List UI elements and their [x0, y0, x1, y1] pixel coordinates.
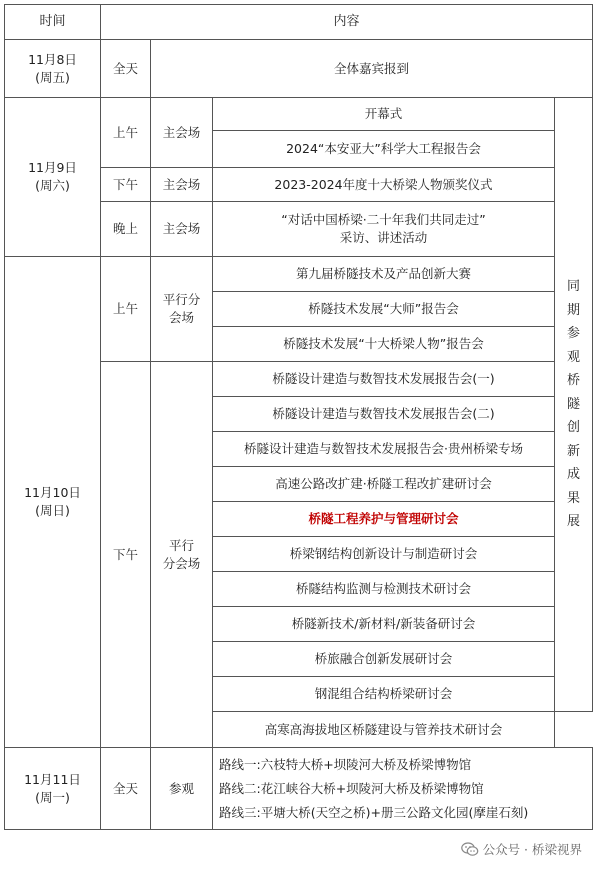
day3-afternoon-event-6: 桥梁钢结构创新设计与制造研讨会 [213, 537, 555, 572]
side-exhibit-text: 同 期 参 观 桥 隧 创 新 成 果 展 [566, 279, 580, 530]
day4-venue: 参观 [151, 748, 213, 830]
schedule-table [4, 4, 593, 830]
day3-afternoon-event-11: 高寒高海拔地区桥隧建设与管养技术研讨会 [213, 712, 555, 748]
route-1: 路线一:六枝特大桥+坝陵河大桥及桥梁博物馆 [219, 756, 472, 772]
day3-morning-event-1: 第九届桥隧技术及产品创新大赛 [213, 257, 555, 292]
day1-date: 11月8日 [28, 51, 77, 67]
day2-morning-venue: 主会场 [151, 98, 213, 168]
day3-afternoon-event-5-highlighted: 桥隧工程养护与管理研讨会 [213, 502, 555, 537]
table-row [5, 98, 593, 131]
day3-afternoon-event-1: 桥隧设计建造与数智技术发展报告会(一) [213, 362, 555, 397]
table-row [5, 257, 593, 292]
day2-morning-period: 上午 [101, 98, 151, 168]
header-time: 时间 [5, 5, 101, 40]
day3-morning-period: 上午 [101, 257, 151, 362]
header-content: 内容 [101, 5, 593, 40]
day2-afternoon-venue: 主会场 [151, 168, 213, 202]
day3-afternoon-event-4: 高速公路改扩建·桥隧工程改扩建研讨会 [213, 467, 555, 502]
route-2: 路线二:花江峡谷大桥+坝陵河大桥及桥梁博物馆 [219, 780, 484, 796]
day2-date-cell [5, 98, 101, 257]
table-header-row [5, 5, 593, 40]
day3-afternoon-event-8: 桥隧新技术/新材料/新装备研讨会 [213, 607, 555, 642]
day3-morning-event-3: 桥隧技术发展“十大桥梁人物”报告会 [213, 327, 555, 362]
day2-evening-event-line1: “对话中国桥梁·二十年我们共同走过” [281, 212, 486, 227]
day1-weekday: (周五) [35, 69, 70, 85]
day2-afternoon-event: 2023-2024年度十大桥梁人物颁奖仪式 [213, 168, 555, 202]
day1-date-cell [5, 40, 101, 98]
day3-afternoon-event-9: 桥旅融合创新发展研讨会 [213, 642, 555, 677]
day4-date: 11月11日 [24, 771, 81, 787]
day3-afternoon-event-7: 桥隧结构监测与检测技术研讨会 [213, 572, 555, 607]
day4-weekday: (周一) [35, 789, 70, 805]
day4-routes [213, 748, 593, 830]
day4-period: 全天 [101, 748, 151, 830]
day2-afternoon-period: 下午 [101, 168, 151, 202]
day2-morning-event-1: 开幕式 [213, 98, 555, 131]
watermark [461, 840, 582, 858]
day4-date-cell [5, 748, 101, 830]
day1-event: 全体嘉宾报到 [151, 40, 593, 98]
day3-date: 11月10日 [24, 485, 81, 500]
day2-evening-period: 晚上 [101, 202, 151, 257]
day2-weekday: (周六) [35, 178, 70, 193]
day3-afternoon-period: 下午 [101, 362, 151, 748]
day3-afternoon-event-10: 钢混组合结构桥梁研讨会 [213, 677, 555, 712]
day3-date-cell [5, 257, 101, 748]
day3-afternoon-event-3: 桥隧设计建造与数智技术发展报告会·贵州桥梁专场 [213, 432, 555, 467]
day3-afternoon-event-2: 桥隧设计建造与数智技术发展报告会(二) [213, 397, 555, 432]
watermark-text: 公众号 · 桥梁视界 [482, 842, 582, 857]
table-row [5, 748, 593, 830]
table-row [5, 40, 593, 98]
day3-morning-venue: 平行分 会场 [151, 257, 213, 362]
day3-weekday: (周日) [35, 503, 70, 518]
day2-morning-event-2: 2024“本安亚大”科学大工程报告会 [213, 131, 555, 168]
wechat-icon [461, 842, 479, 857]
day3-morning-event-2: 桥隧技术发展“大师”报告会 [213, 292, 555, 327]
day2-evening-event-line2: 采访、讲述活动 [339, 230, 428, 245]
day2-date: 11月9日 [28, 160, 77, 175]
route-3: 路线三:平塘大桥(天空之桥)+册三公路文化园(摩崖石刻) [219, 804, 529, 820]
day2-evening-event [213, 202, 555, 257]
day1-period: 全天 [101, 40, 151, 98]
side-exhibit-cell [555, 98, 593, 712]
day3-afternoon-venue: 平行 分会场 [151, 362, 213, 748]
day2-evening-venue: 主会场 [151, 202, 213, 257]
